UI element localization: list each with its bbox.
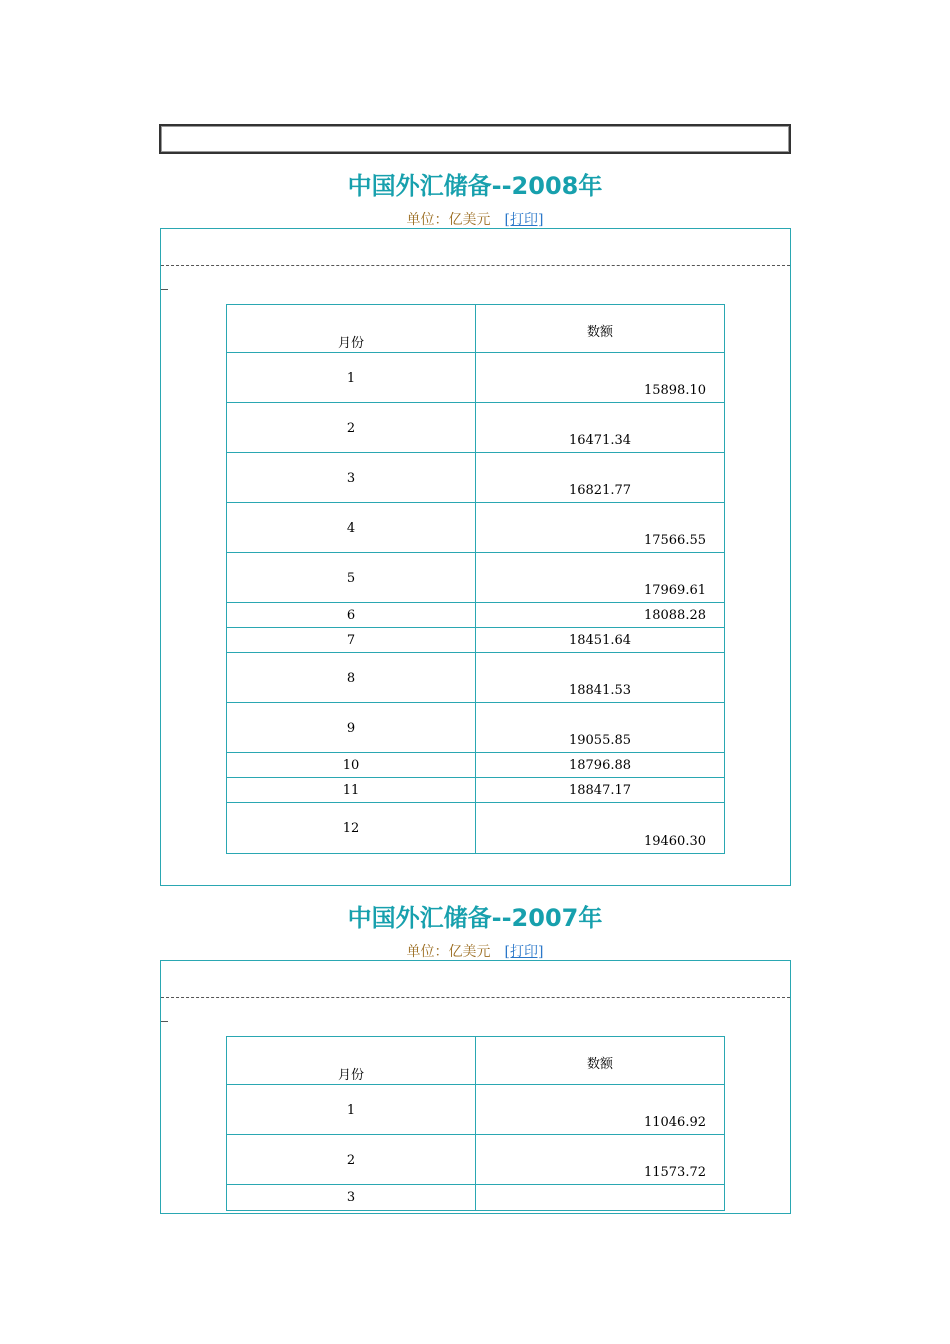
table-row — [227, 628, 725, 653]
print-link[interactable]: [打印] — [504, 212, 544, 228]
month-cell: 5 — [346, 571, 356, 586]
table-header-row — [227, 305, 725, 353]
month-cell: 3 — [346, 1190, 356, 1205]
month-cell: 7 — [346, 633, 356, 648]
month-cell: 1 — [346, 371, 356, 386]
header-amount: 数额 — [586, 325, 613, 340]
table-row — [227, 353, 725, 403]
month-cell: 12 — [342, 821, 360, 836]
table-row — [227, 653, 725, 703]
reserve-table-2007 — [226, 1036, 725, 1211]
amount-cell: 18841.53 — [568, 683, 632, 698]
section-title-2007: 中国外汇储备--2007年 — [347, 904, 603, 932]
amount-cell: 18451.64 — [568, 633, 632, 648]
month-cell: 2 — [346, 421, 356, 436]
data-frame-2008 — [160, 228, 791, 886]
table-row — [227, 803, 725, 854]
amount-cell: 15898.10 — [643, 383, 706, 398]
unit-line-2008 — [159, 209, 791, 229]
header-amount: 数额 — [586, 1057, 613, 1072]
month-cell: 1 — [346, 1103, 356, 1118]
amount-cell: 18088.28 — [643, 608, 706, 623]
table-row — [227, 703, 725, 753]
print-link[interactable]: [打印] — [504, 944, 544, 960]
header-month: 月份 — [337, 1068, 364, 1083]
data-frame-2007 — [160, 960, 791, 1214]
month-cell: 2 — [346, 1153, 356, 1168]
divider-tail — [161, 1021, 168, 1022]
table-row — [227, 403, 725, 453]
table-row — [227, 753, 725, 778]
unit-label: 单位：亿美元 — [406, 944, 491, 960]
month-cell: 3 — [346, 471, 356, 486]
table-row — [227, 603, 725, 628]
month-cell: 11 — [342, 783, 360, 798]
amount-cell: 18847.17 — [568, 783, 632, 798]
top-empty-box — [159, 124, 791, 154]
amount-cell: 19055.85 — [568, 733, 632, 748]
header-month: 月份 — [337, 336, 364, 351]
table-row — [227, 453, 725, 503]
table-row — [227, 1185, 725, 1211]
table-row — [227, 1135, 725, 1185]
month-cell: 10 — [342, 758, 360, 773]
amount-cell: 16471.34 — [568, 433, 632, 448]
dashed-divider — [161, 997, 790, 998]
amount-cell: 16821.77 — [568, 483, 632, 498]
table-header-row — [227, 1037, 725, 1085]
month-cell: 4 — [346, 521, 356, 536]
unit-label: 单位：亿美元 — [406, 212, 491, 228]
month-cell: 6 — [346, 608, 356, 623]
table-row — [227, 553, 725, 603]
amount-cell: 18796.88 — [568, 758, 632, 773]
reserve-table-2008 — [226, 304, 725, 854]
amount-cell: 17969.61 — [643, 583, 706, 598]
table-row — [227, 503, 725, 553]
dashed-divider — [161, 265, 790, 266]
amount-cell: 11573.72 — [643, 1165, 706, 1180]
amount-cell: 17566.55 — [643, 533, 706, 548]
section-title-2008: 中国外汇储备--2008年 — [347, 172, 603, 200]
month-cell: 9 — [346, 721, 356, 736]
month-cell: 8 — [346, 671, 356, 686]
amount-cell: 19460.30 — [643, 834, 706, 849]
unit-line-2007 — [159, 941, 791, 961]
table-row — [227, 1085, 725, 1135]
amount-cell: 11046.92 — [643, 1115, 706, 1130]
table-row — [227, 778, 725, 803]
divider-tail — [161, 289, 168, 290]
